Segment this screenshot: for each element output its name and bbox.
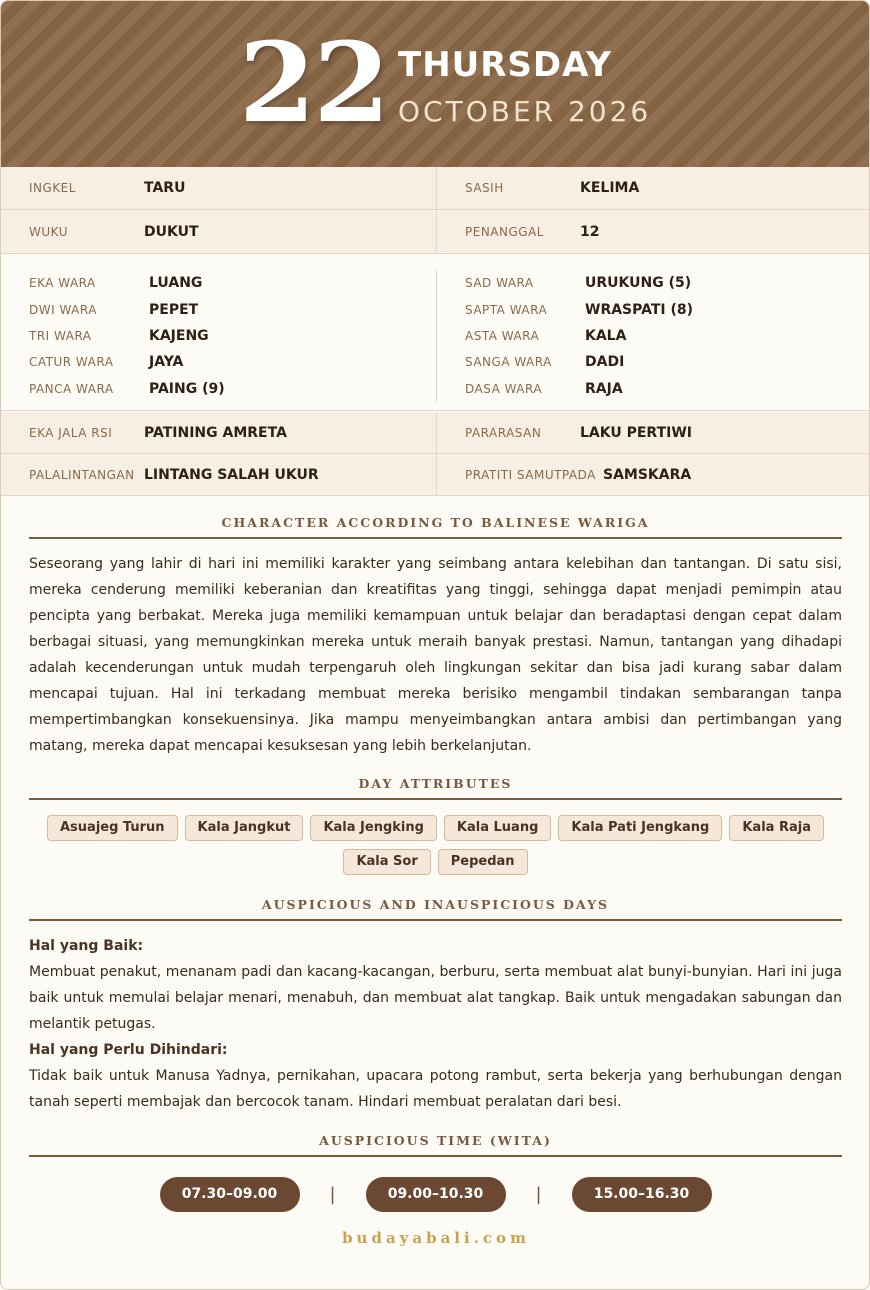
site-footer: budayabali.com <box>342 1229 530 1247</box>
wara-left-column <box>29 270 429 402</box>
wara-row <box>29 349 429 375</box>
info-row-1 <box>1 167 870 210</box>
month-year: OCTOBER 2026 <box>398 95 652 128</box>
wara-value: LUANG <box>149 275 203 292</box>
wara-row <box>465 270 856 296</box>
wara-label: PANCA WARA <box>29 381 114 396</box>
wara-row <box>465 376 856 402</box>
good-label: Hal yang Baik: <box>29 938 144 954</box>
auspicious-content <box>29 933 842 1115</box>
weekday: THURSDAY <box>398 45 612 85</box>
info-label: SASIH <box>465 181 504 195</box>
auspicious-times <box>29 1176 842 1212</box>
wara-row <box>29 270 429 296</box>
info-label: PARARASAN <box>465 425 542 440</box>
wara-value: JAYA <box>149 354 184 371</box>
day-number: 22 <box>239 18 389 147</box>
info-value: PATINING AMRETA <box>144 424 287 441</box>
time-slot: 07.30–09.00 <box>160 1177 300 1212</box>
wara-row <box>29 323 429 349</box>
info-sasih <box>436 167 870 210</box>
attribute-tag: Pepedan <box>438 849 528 875</box>
good-text: Membuat penakut, menanam padi dan kacang-kacangan, berburu, serta membuat alat bunyi-bunyian. Hari ini juga baik untuk memulai belajar menari, menabuh, dan membuat alat tangkap. Baik untuk mengadakan sabungan dan melantik petugas. <box>29 964 842 1032</box>
avoid-text: Tidak baik untuk Manusa Yadnya, pernikahan, upacara potong rambut, serta bekerja yang berhubungan dengan tanah seperti membajak dan bercocok tanam. Hindari membuat peralatan dari besi. <box>29 1068 842 1110</box>
wara-value: KALA <box>585 327 627 344</box>
info-eka-jala-rsi <box>1 412 436 454</box>
character-text: Seseorang yang lahir di hari ini memiliki karakter yang seimbang antara kelebihan dan tantangan. Di satu sisi, mereka cenderung memiliki keberanian dan kreatifitas yang tinggi, sehingga dapat menjadi pemimpin atau pencipta yang berbakat. Mereka juga memiliki kemampuan untuk belajar dan beradaptasi dengan cepat dalam berbagai situasi, yang memungkinkan mereka untuk meraih banyak prestasi. Namun, tantangan yang dihadapi adalah kecenderungan untuk mudah terpengaruh oleh lingkungan sekitar dan bisa jadi kurang sabar dalam mencapai tujuan. Hal ini terkadang membuat mereka berisiko mengambil tindakan sembarangan tanpa mempertimbangkan konsekuensinya. Jika mampu menyeimbangkan antara ambisi dan pertimbangan yang matang, mereka dapat mencapai kesuksesan yang lebih berkelanjutan. <box>29 556 842 754</box>
time-separator: | <box>535 1183 542 1205</box>
avoid-label: Hal yang Perlu Dihindari: <box>29 1042 228 1058</box>
time-slot: 09.00–10.30 <box>366 1177 506 1212</box>
wara-value: PAING (9) <box>149 380 225 397</box>
wara-label: TRI WARA <box>29 328 92 343</box>
attributes-title: DAY ATTRIBUTES <box>29 776 842 800</box>
wara-right-column <box>436 270 856 402</box>
wara-row <box>29 296 429 322</box>
info-value: 12 <box>580 223 600 240</box>
info-ingkel <box>1 167 436 210</box>
info-pratiti-samutpada <box>436 454 870 496</box>
attribute-tag: Kala Jangkut <box>185 815 304 841</box>
attribute-tag: Kala Sor <box>343 849 430 875</box>
character-title: CHARACTER ACCORDING TO BALINESE WARIGA <box>29 515 842 539</box>
info-label: PRATITI SAMUTPADA <box>465 467 596 482</box>
info-label: EKA JALA RSI <box>29 425 113 440</box>
info-value: TARU <box>144 180 186 196</box>
info-row-4 <box>1 454 870 496</box>
attribute-tag: Asuajeg Turun <box>47 815 178 841</box>
wara-label: SANGA WARA <box>465 355 552 370</box>
attribute-tag: Kala Luang <box>444 815 551 841</box>
attribute-tag: Kala Jengking <box>310 815 436 841</box>
wara-value: DADI <box>585 354 625 371</box>
info-value: LINTANG SALAH UKUR <box>144 466 319 483</box>
wara-value: RAJA <box>585 380 623 397</box>
info-value: KELIMA <box>580 180 640 196</box>
attribute-tag: Kala Raja <box>729 815 824 841</box>
wara-value: WRASPATI (8) <box>585 301 694 318</box>
wara-value: KAJENG <box>149 327 209 344</box>
info-wuku <box>1 210 436 254</box>
wara-grid <box>1 254 870 411</box>
info-row-2 <box>1 210 870 254</box>
info-penanggal <box>436 210 870 254</box>
wara-row <box>465 296 856 322</box>
info-value: LAKU PERTIWI <box>580 424 692 441</box>
info-row-3 <box>1 412 870 454</box>
wara-value: URUKUNG (5) <box>585 275 692 292</box>
wara-label: DASA WARA <box>465 381 543 396</box>
wara-label: SAPTA WARA <box>465 302 548 317</box>
wara-label: CATUR WARA <box>29 355 114 370</box>
attribute-tag: Kala Pati Jengkang <box>558 815 722 841</box>
auspicious-title: AUSPICIOUS AND INAUSPICIOUS DAYS <box>29 897 842 921</box>
time-slot: 15.00–16.30 <box>572 1177 712 1212</box>
wara-row <box>465 323 856 349</box>
info-palalintangan <box>1 454 436 496</box>
info-label: PENANGGAL <box>465 224 544 239</box>
info-value: SAMSKARA <box>603 466 692 483</box>
info-pararasan <box>436 412 870 454</box>
info-label: INGKEL <box>29 181 76 195</box>
wara-label: SAD WARA <box>465 276 534 291</box>
wara-row <box>29 376 429 402</box>
attribute-tags <box>29 815 842 875</box>
wara-row <box>465 349 856 375</box>
time-separator: | <box>329 1183 336 1205</box>
info-value: DUKUT <box>144 223 199 240</box>
wara-label: EKA WARA <box>29 276 96 291</box>
wara-label: ASTA WARA <box>465 328 540 343</box>
date-header <box>1 1 870 167</box>
wara-value: PEPET <box>149 301 199 318</box>
info-label: WUKU <box>29 224 68 239</box>
wara-label: DWI WARA <box>29 302 97 317</box>
times-title: AUSPICIOUS TIME (WITA) <box>29 1133 842 1157</box>
info-label: PALALINTANGAN <box>29 467 135 482</box>
